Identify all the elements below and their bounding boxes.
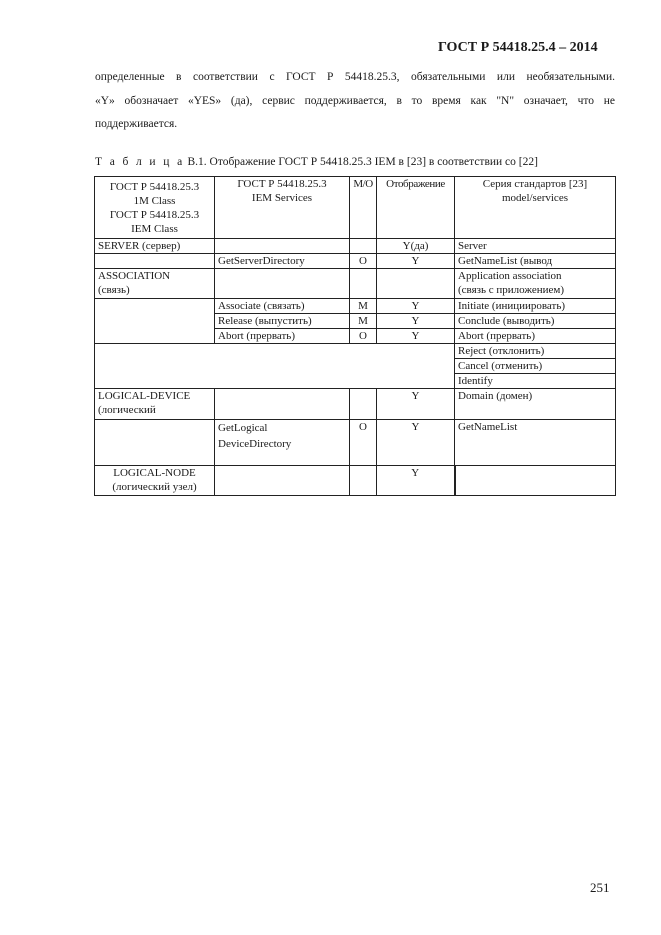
class-text: LOGICAL-NODE <box>113 467 196 479</box>
mapping-cell: Y <box>377 420 455 466</box>
class-cell <box>95 269 215 299</box>
intro-line: определенные в соответствии с ГОСТ Р 54418.25.3, обязательными или необязательными. <box>95 71 615 83</box>
intro-line: поддерживается. <box>95 118 178 130</box>
mapping-table <box>94 176 616 496</box>
service-cell: Abort (прервать) <box>215 329 350 344</box>
service-text: DeviceDirectory <box>218 438 292 450</box>
merged-empty-cell <box>95 344 455 389</box>
table-header-row <box>95 177 616 239</box>
iec-text: (связь с приложением) <box>458 284 565 296</box>
table-row <box>95 239 616 254</box>
service-cell: Associate (связать) <box>215 299 350 314</box>
header-text: ГОСТ Р 54418.25.3 <box>109 208 200 221</box>
document-header: ГОСТ Р 54418.25.4 – 2014 <box>438 40 598 55</box>
iec-cell <box>455 269 616 299</box>
header-text: 1M Class <box>133 194 176 207</box>
service-cell <box>215 466 350 496</box>
mo-cell <box>350 239 377 254</box>
header-mo: M/O <box>350 177 377 239</box>
header-text: IEM Class <box>131 222 178 235</box>
iec-cell: Cancel (отменить) <box>455 359 616 374</box>
mapping-cell: Y <box>377 466 455 496</box>
header-iem-services <box>215 177 350 239</box>
header-text: ГОСТ Р 54418.25.3 <box>237 178 327 190</box>
iec-cell: Reject (отклонить) <box>455 344 616 359</box>
header-mapping: Отображение <box>377 177 455 239</box>
header-standards-series <box>455 177 616 239</box>
header-text: Серия стандартов [23] <box>482 178 588 190</box>
class-cell <box>95 420 215 466</box>
table-row <box>95 269 616 299</box>
class-cell <box>95 389 215 420</box>
class-text: (логический <box>98 404 156 416</box>
table-caption <box>95 156 538 168</box>
table-row <box>95 344 616 359</box>
mapping-cell: Y <box>377 314 455 329</box>
mapping-cell: Y <box>377 329 455 344</box>
mapping-cell: Y(да) <box>377 239 455 254</box>
mo-cell <box>350 269 377 299</box>
table-row <box>95 299 616 314</box>
table-row <box>95 466 616 496</box>
table-caption-prefix: Т а б л и ц а <box>95 156 185 168</box>
table-row <box>95 254 616 269</box>
intro-line: «Y» обозначает «YES» (да), сервис поддерживается, в то время как "N" означает, что не <box>95 94 615 107</box>
iec-cell: GetNameList <box>455 420 616 466</box>
class-cell <box>95 254 215 269</box>
service-cell <box>215 420 350 466</box>
iec-cell: Conclude (выводить) <box>455 314 616 329</box>
intro-paragraph <box>95 66 615 137</box>
iec-cell <box>455 466 616 496</box>
class-cell: SERVER (сервер) <box>95 239 215 254</box>
class-text: ASSOCIATION <box>98 270 171 282</box>
table-row <box>95 389 616 420</box>
iec-cell: Abort (прервать) <box>455 329 616 344</box>
iec-cell: Initiate (инициировать) <box>455 299 616 314</box>
header-text: IEM Services <box>251 192 313 204</box>
class-text: (связь) <box>98 284 130 296</box>
table-row <box>95 420 616 466</box>
header-text: model/services <box>502 192 568 204</box>
service-text: GetLogical <box>218 422 268 434</box>
mo-cell: M <box>350 314 377 329</box>
page-number: 251 <box>590 880 610 895</box>
iec-cell: Domain (домен) <box>455 389 616 420</box>
mapping-cell: Y <box>377 299 455 314</box>
mo-cell: O <box>350 420 377 466</box>
header-text: ГОСТ Р 54418.25.3 <box>109 180 200 193</box>
class-cell <box>95 299 215 344</box>
mo-cell <box>350 389 377 420</box>
service-cell: Release (выпустить) <box>215 314 350 329</box>
mo-cell: M <box>350 299 377 314</box>
class-text: LOGICAL-DEVICE <box>98 390 191 402</box>
mo-cell: O <box>350 329 377 344</box>
service-cell <box>215 269 350 299</box>
mapping-cell <box>377 269 455 299</box>
service-cell: GetServerDirectory <box>215 254 350 269</box>
iec-cell: Identify <box>455 374 616 389</box>
table-caption-text: В.1. Отображение ГОСТ Р 54418.25.3 IEM в [23] в соответствии со [22] <box>184 156 538 168</box>
iec-cell: Server <box>455 239 616 254</box>
mapping-cell: Y <box>377 389 455 420</box>
mo-cell <box>350 466 377 496</box>
class-cell <box>95 466 215 496</box>
iec-cell: GetNameList (вывод <box>455 254 616 269</box>
mapping-cell: Y <box>377 254 455 269</box>
iec-text: Application association <box>458 270 562 282</box>
service-cell <box>215 389 350 420</box>
header-iem-class <box>95 177 215 239</box>
class-text: (логический узел) <box>112 481 197 493</box>
service-cell <box>215 239 350 254</box>
mo-cell: O <box>350 254 377 269</box>
